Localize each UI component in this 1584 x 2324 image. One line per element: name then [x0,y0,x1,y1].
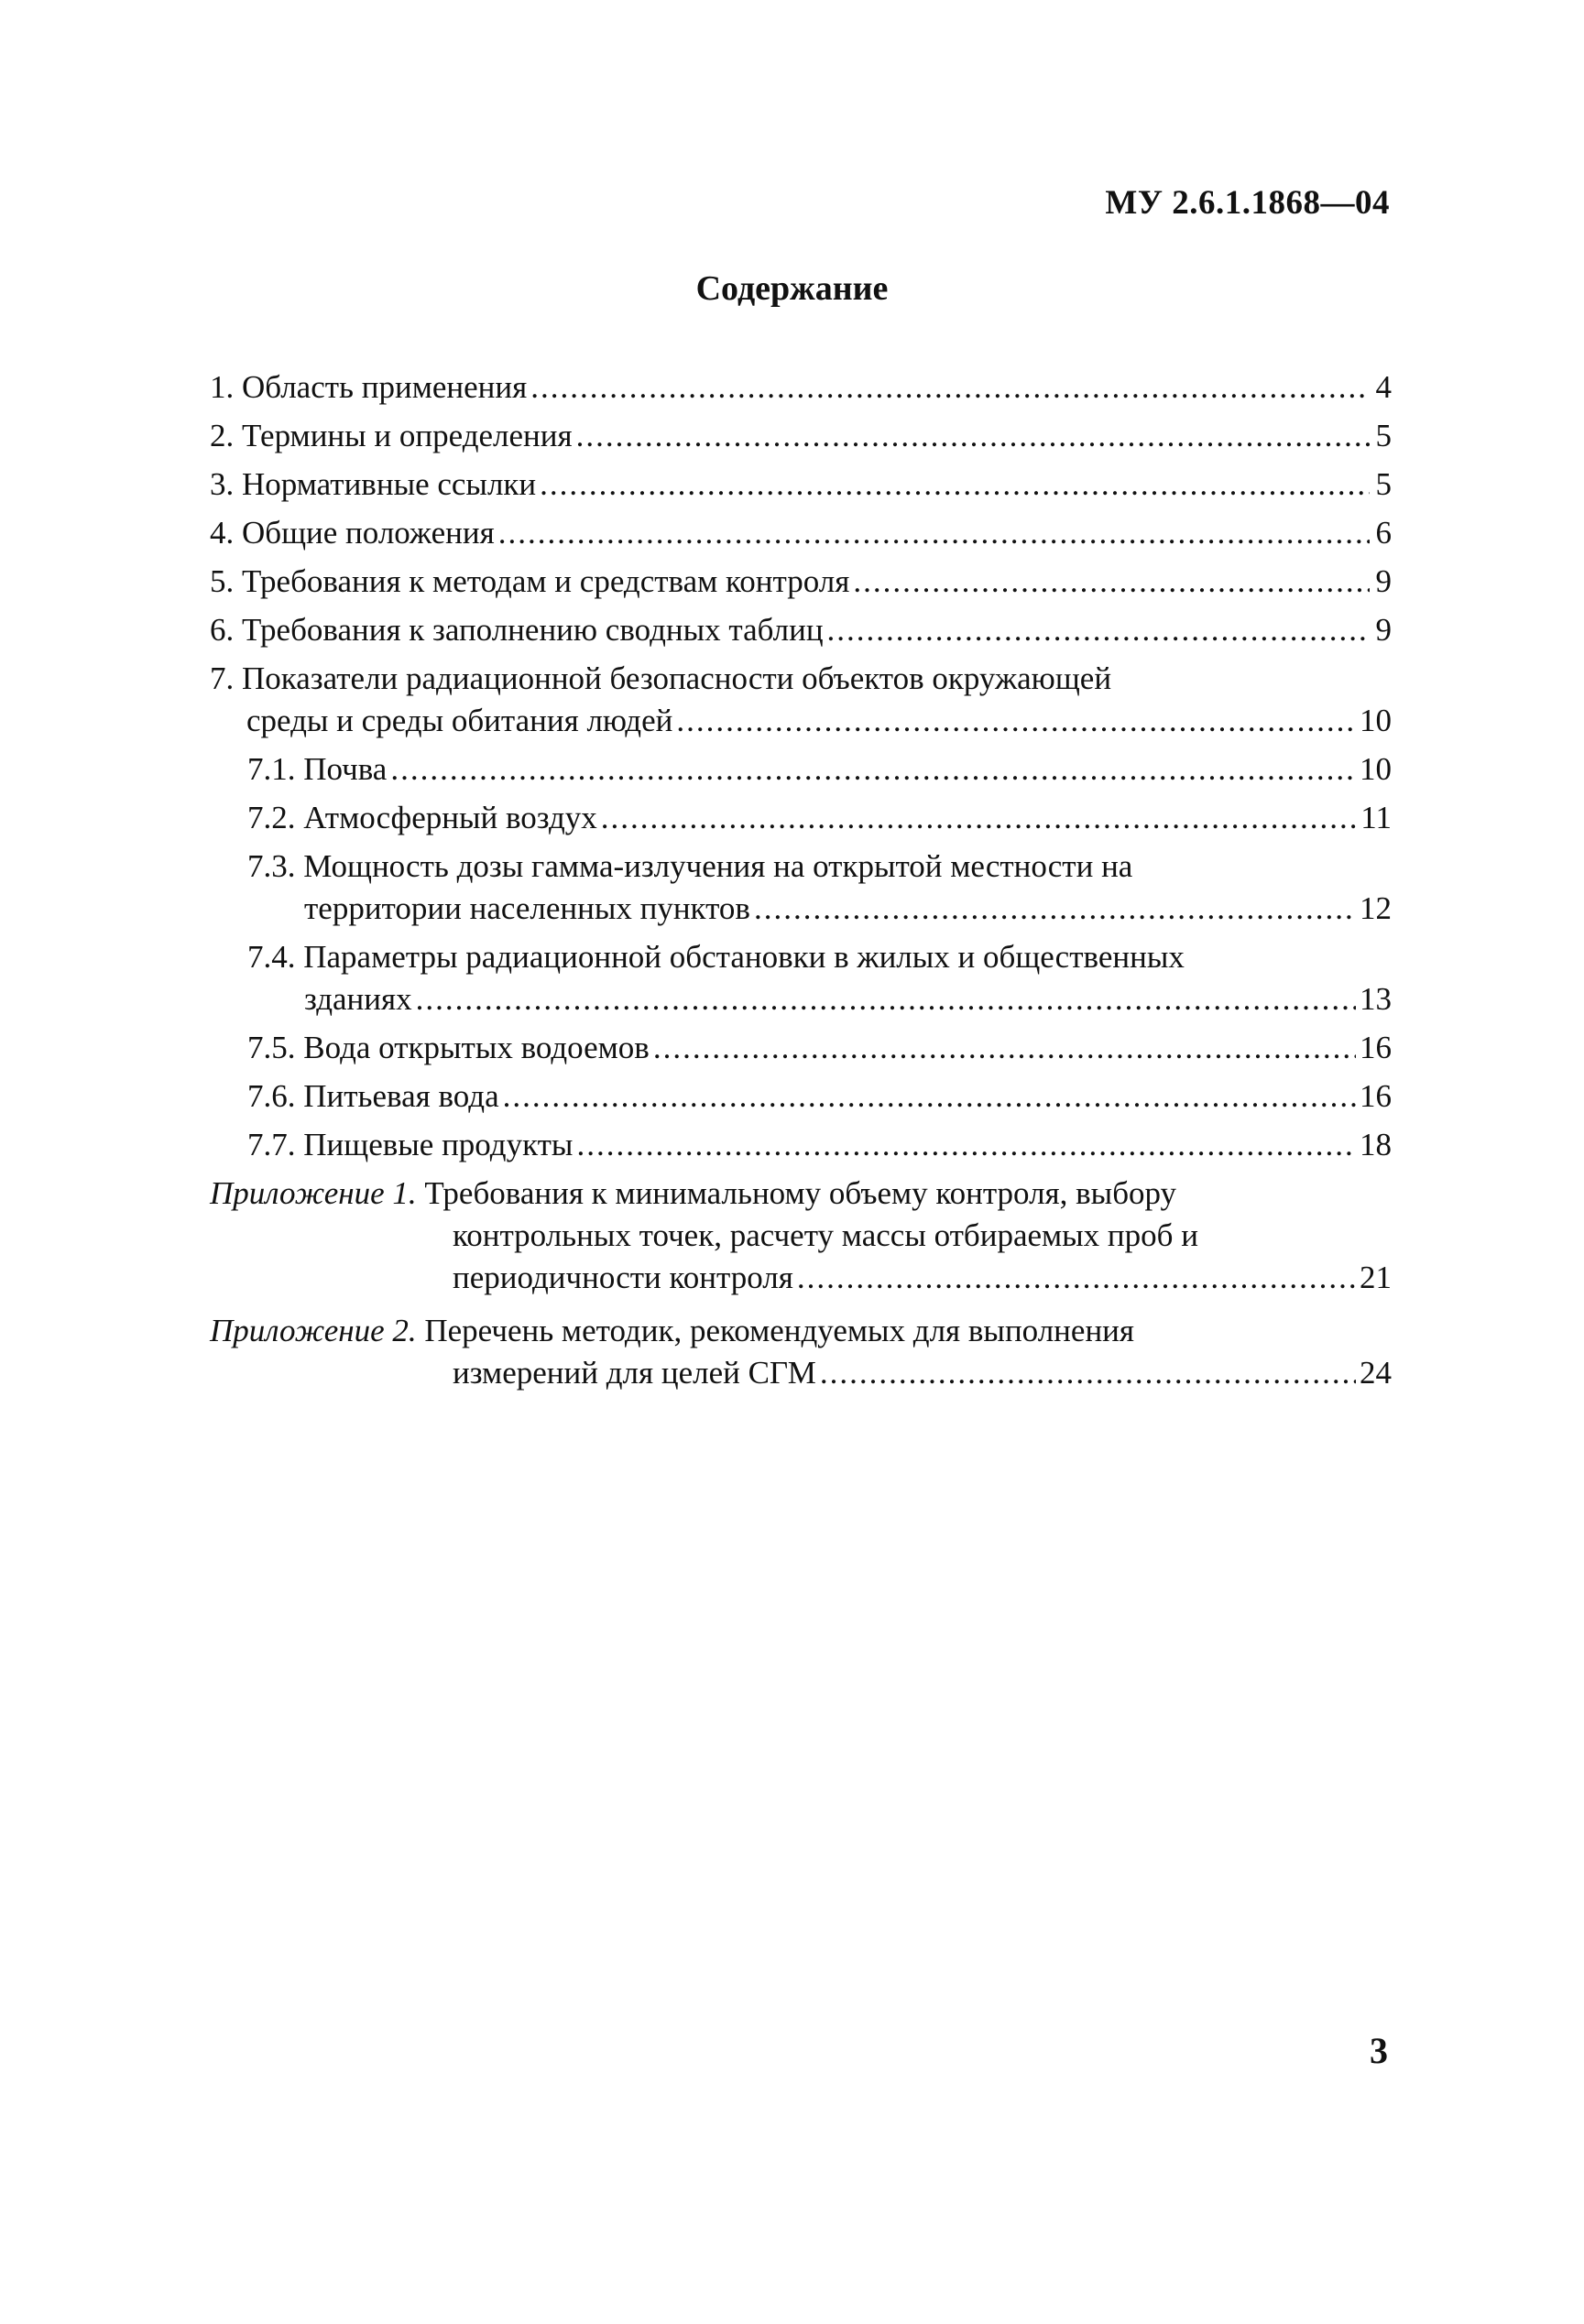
toc-entry-text: 5. Требования к методам и средствам контроля [210,563,850,599]
toc-page-number: 5 [1375,466,1392,502]
toc-entry-text-continued: среды и среды обитания людей [246,703,673,738]
toc-page-number: 6 [1375,515,1392,551]
toc-entry-7-3[interactable] [210,846,1392,930]
table-of-contents [210,366,1392,1405]
toc-entry-6[interactable] [210,609,1392,651]
toc-entry-text: 1. Область применения [210,369,528,405]
dot-leader [820,1352,1356,1394]
toc-entry-appendix-1[interactable] [210,1173,1392,1299]
toc-entry-text: 7.1. Почва [247,751,388,787]
dot-leader [416,978,1356,1020]
toc-page-number: 18 [1360,1127,1392,1162]
toc-entry-text: 7.2. Атмосферный воздух [247,800,597,835]
dot-leader [503,1075,1356,1118]
toc-title: Содержание [695,269,889,308]
dot-leader [530,366,1370,409]
dot-leader [576,415,1370,457]
toc-entry-text: 7.4. Параметры радиационной обстановки в жилых и общественных [247,939,1185,975]
toc-entry-2[interactable] [210,415,1392,457]
toc-page-number: 9 [1375,563,1392,599]
dot-leader [576,1124,1356,1166]
toc-entry-appendix-2[interactable] [210,1310,1392,1394]
toc-entry-text-continued: территории населенных пунктов [304,890,750,926]
toc-page-number: 10 [1360,751,1392,787]
toc-entry-text: 4. Общие положения [210,515,495,551]
dot-leader [601,797,1358,839]
toc-entry-7-7[interactable] [210,1124,1392,1166]
toc-entry-text: Перечень методик, рекомендуемых для выполнения [424,1313,1135,1348]
appendix-label: Приложение 1. [210,1175,417,1211]
toc-entry-text-continued: измерений для целей СГМ [453,1355,816,1391]
toc-entry-text: 3. Нормативные ссылки [210,466,537,502]
toc-entry-4[interactable] [210,512,1392,554]
toc-entry-text: Требования к минимальному объему контроля, выбору [424,1175,1177,1211]
toc-page-number: 21 [1360,1260,1392,1295]
toc-entry-1[interactable] [210,366,1392,409]
dot-leader [653,1027,1356,1069]
toc-entry-text-continued: контрольных точек, расчету массы отбираемых проб и [453,1217,1198,1253]
toc-page-number: 12 [1360,890,1392,926]
toc-entry-text: 7.5. Вода открытых водоемов [247,1030,650,1065]
toc-page-number: 10 [1360,703,1392,738]
toc-entry-7-1[interactable] [210,748,1392,791]
dot-leader [827,609,1370,651]
toc-entry-text-continued: периодичности контроля [453,1260,793,1295]
dot-leader [676,700,1356,742]
toc-entry-text: 7.3. Мощность дозы гамма-излучения на открытой местности на [247,848,1133,884]
dot-leader [797,1257,1356,1299]
toc-entry-text: 7. Показатели радиационной безопасности объектов окружающей [210,660,1112,696]
toc-page-number: 16 [1360,1078,1392,1114]
toc-entry-text: 7.7. Пищевые продукты [247,1127,574,1162]
toc-entry-5[interactable] [210,561,1392,603]
dot-leader [390,748,1356,791]
toc-entry-3[interactable] [210,464,1392,506]
toc-page-number: 16 [1360,1030,1392,1065]
toc-entry-7-6[interactable] [210,1075,1392,1118]
toc-entry-text-continued: зданиях [304,981,412,1017]
dot-leader [498,512,1370,554]
toc-entry-text: 2. Термины и определения [210,418,573,453]
toc-page-number: 13 [1360,981,1392,1017]
toc-page-number: 4 [1375,369,1392,405]
dot-leader [853,561,1370,603]
toc-entry-text: 6. Требования к заполнению сводных таблиц [210,612,824,648]
dot-leader [540,464,1370,506]
appendix-label: Приложение 2. [210,1313,417,1348]
toc-page-number: 24 [1360,1355,1392,1391]
page-number: 3 [1370,2030,1388,2071]
toc-entry-7-2[interactable] [210,797,1392,839]
toc-entry-7-4[interactable] [210,936,1392,1020]
toc-entry-text: 7.6. Питьевая вода [247,1078,499,1114]
dot-leader [754,888,1356,930]
toc-page-number: 11 [1360,800,1392,835]
toc-page-number: 5 [1375,418,1392,453]
toc-entry-7[interactable] [210,658,1392,742]
toc-entry-7-5[interactable] [210,1027,1392,1069]
toc-page-number: 9 [1375,612,1392,648]
document-code: МУ 2.6.1.1868—04 [1105,184,1390,222]
